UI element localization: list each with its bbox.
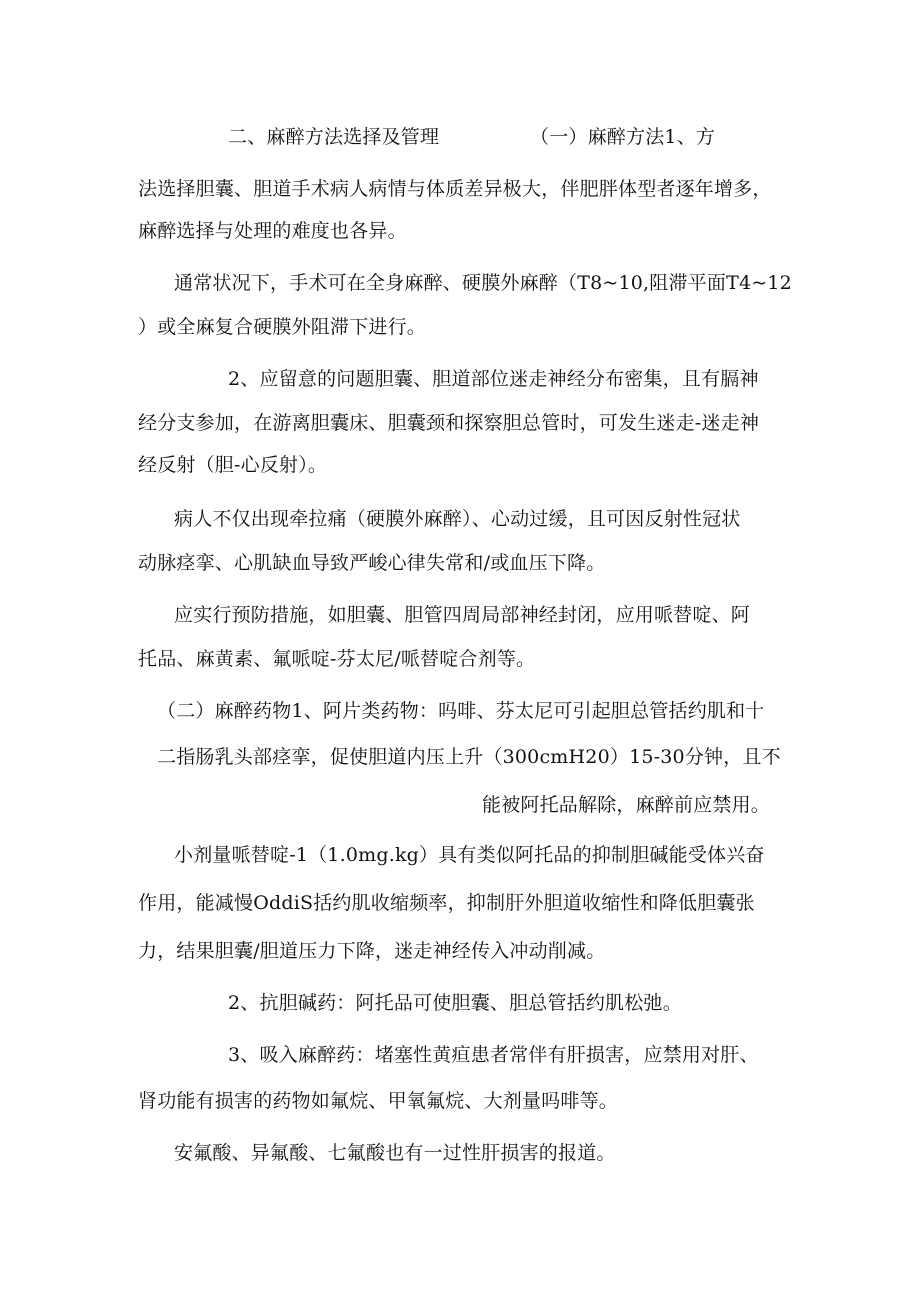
text-line: 肾功能有损害的药物如氟烷、甲氧氟烷、大剂量吗啡等。 bbox=[138, 1090, 619, 1112]
text-line: 法选择胆囊、胆道手术病人病情与体质差异极大，伴肥胖体型者逐年增多， bbox=[138, 178, 772, 200]
text-line: 作用，能减慢OddiS括约肌收缩频率，抑制肝外胆道收缩性和降低胆囊张 bbox=[138, 892, 755, 914]
text-line: ）或全麻复合硬膜外阻滞下进行。 bbox=[138, 316, 427, 338]
text-line: 安氟酸、异氟酸、七氟酸也有一过性肝损害的报道。 bbox=[174, 1142, 616, 1164]
text-line: 应实行预防措施，如胆囊、胆管四周局部神经封闭，应用哌替啶、阿 bbox=[174, 604, 751, 626]
section-heading: 二、麻醉方法选择及管理 bbox=[228, 126, 440, 148]
text-line: 通常状况下，手术可在全身麻醉、硬膜外麻醉（T8~10,阻滞平面T4~12 bbox=[174, 272, 792, 294]
text-line: 经反射（胆-心反射）。 bbox=[138, 454, 328, 476]
text-line: 3、吸入麻醉药：堵塞性黄疸患者常伴有肝损害，应禁用对肝、 bbox=[228, 1044, 759, 1066]
text-line: 小剂量哌替啶-1（1.0mg.kg）具有类似阿托品的抑制胆碱能受体兴奋 bbox=[174, 844, 765, 866]
text-line: 托品、麻黄素、氟哌啶-芬太尼/哌替啶合剂等。 bbox=[138, 648, 536, 670]
text-line: 经分支参加，在游离胆囊床、胆囊颈和探察胆总管时，可发生迷走-迷走神 bbox=[138, 412, 760, 434]
text-line: 2、应留意的问题胆囊、胆道部位迷走神经分布密集，且有膈神 bbox=[228, 368, 759, 390]
text-line: 2、抗胆碱药：阿托品可使胆囊、胆总管括约肌松弛。 bbox=[228, 992, 682, 1014]
text-line: 动脉痉挛、心肌缺血导致严峻心律失常和/或血压下降。 bbox=[138, 552, 606, 574]
text-line: 麻醉选择与处理的难度也各异。 bbox=[138, 220, 407, 242]
text-line: 二指肠乳头部痉挛，促使胆道内压上升（300cmH20）15-30分钟，且不 bbox=[157, 746, 781, 768]
subsection-heading: （一）麻醉方法1、方 bbox=[530, 126, 716, 148]
text-line: 能被阿托品解除，麻醉前应禁用。 bbox=[482, 794, 771, 816]
text-line: 病人不仅出现牵拉痛（硬膜外麻醉）、心动过缓，且可因反射性冠状 bbox=[174, 508, 741, 530]
text-line: （二）麻醉药物1、阿片类药物：吗啡、芬太尼可引起胆总管括约肌和十 bbox=[157, 700, 765, 722]
text-line: 力，结果胆囊/胆道压力下降，迷走神经传入冲动削减。 bbox=[138, 940, 606, 962]
